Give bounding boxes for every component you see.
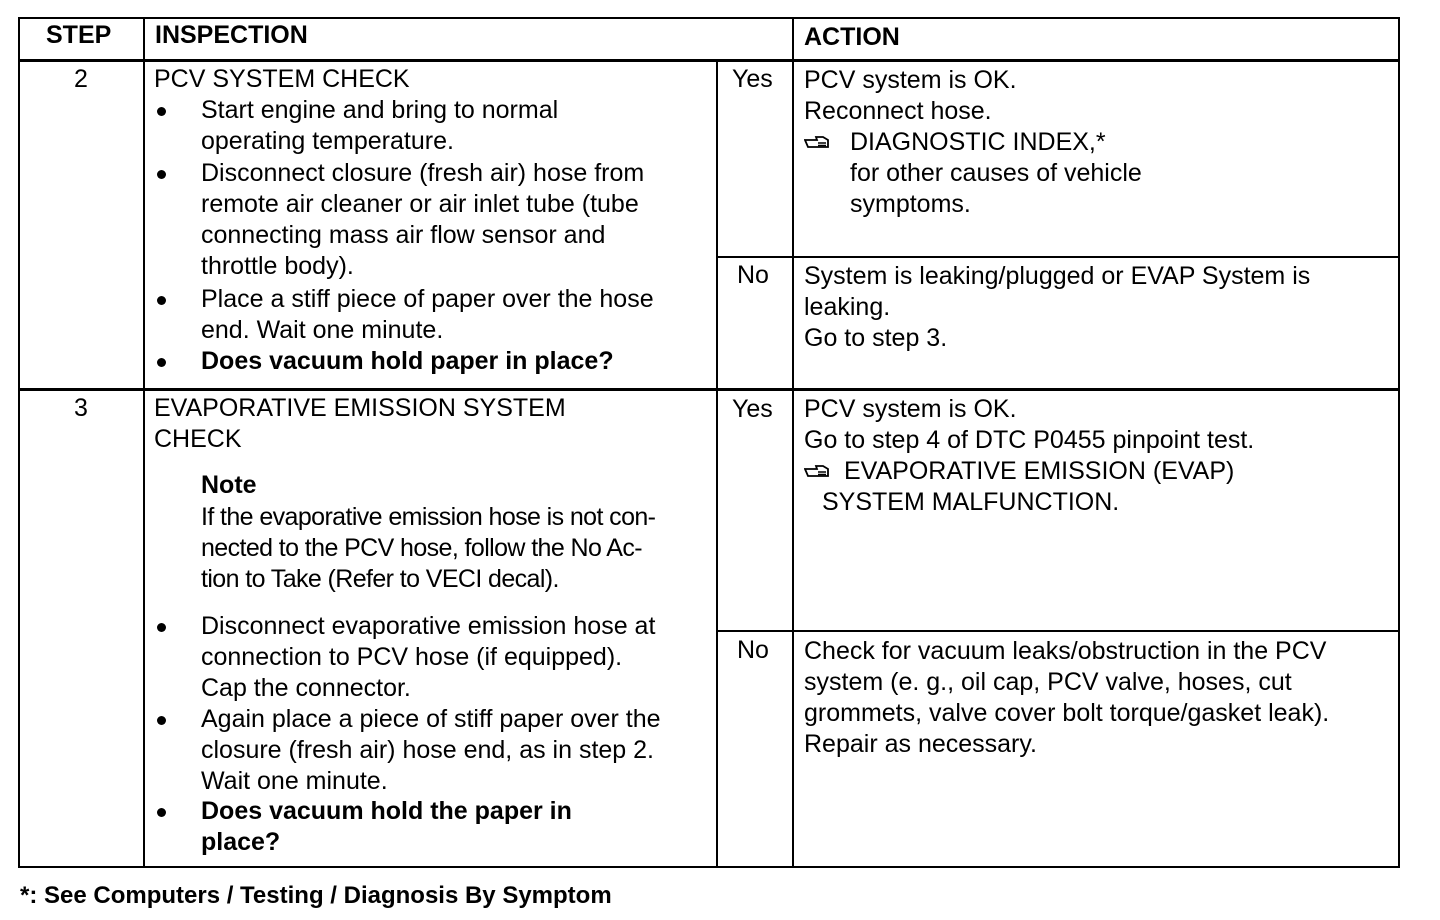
step-title: EVAPORATIVE EMISSION SYSTEM CHECK <box>154 394 566 453</box>
col-divider-step <box>143 17 145 868</box>
col-divider-action <box>792 17 794 868</box>
header-step: STEP <box>46 21 112 49</box>
bullet-icon <box>157 808 166 817</box>
note-title: Note <box>201 471 257 499</box>
step-title: PCV SYSTEM CHECK <box>154 65 410 93</box>
bullet-item: Start engine and bring to normal operating temperature. <box>201 96 559 155</box>
bullet-item: Again place a piece of stiff paper over the closure (fresh air) hose end, as in step 2. Wait one minute. <box>201 705 661 795</box>
header-divider <box>18 59 1400 62</box>
note-text: If the evaporative emission hose is not con- nected to the PCV hose, follow the No Ac- tion to Take (Refer to VECI decal). <box>201 503 656 593</box>
step-number: 3 <box>74 394 88 422</box>
yes-label: Yes <box>732 65 773 93</box>
pointing-hand-icon <box>804 465 830 479</box>
no-label: No <box>737 261 769 289</box>
footnote: *: See Computers / Testing / Diagnosis By Symptom <box>20 882 612 909</box>
bullet-question: Does vacuum hold the paper in place? <box>201 797 572 856</box>
bullet-icon <box>157 107 166 116</box>
yes-action: PCV system is OK. Reconnect hose. DIAGNOSTIC INDEX,* for other causes of vehicle symptoms. <box>804 66 1142 218</box>
no-label: No <box>737 636 769 664</box>
col-divider-inspection <box>716 61 718 868</box>
bullet-item: Disconnect closure (fresh air) hose from remote air cleaner or air inlet tube (tube connecting mass air flow sensor and throttle body). <box>201 159 645 280</box>
bullet-icon <box>157 358 166 367</box>
header-inspection: INSPECTION <box>155 21 308 49</box>
bullet-item: Disconnect evaporative emission hose at connection to PCV hose (if equipped). Cap the connector. <box>201 612 656 702</box>
pointing-hand-icon <box>804 136 830 150</box>
yes-action: PCV system is OK. Go to step 4 of DTC P0455 pinpoint test. EVAPORATIVE EMISSION (EVAP) SYSTEM MALFUNCTION. <box>804 395 1255 516</box>
no-action: System is leaking/plugged or EVAP System is leaking. Go to step 3. <box>804 262 1311 352</box>
header-action: ACTION <box>804 23 900 51</box>
bullet-item: Place a stiff piece of paper over the hose end. Wait one minute. <box>201 285 654 344</box>
bullet-question: Does vacuum hold paper in place? <box>201 347 614 375</box>
bullet-icon <box>157 623 166 632</box>
step-number: 2 <box>74 65 88 93</box>
step2-yes-no-divider <box>716 256 1400 258</box>
yes-label: Yes <box>732 395 773 423</box>
bullet-icon <box>157 716 166 725</box>
step3-yes-no-divider <box>716 630 1400 632</box>
row-divider <box>18 388 1400 391</box>
no-action: Check for vacuum leaks/obstruction in the PCV system (e. g., oil cap, PCV valve, hoses, cut grommets, valve cover bolt torque/gasket leak). Repair as necessary. <box>804 637 1330 758</box>
bullet-icon <box>157 170 166 179</box>
bullet-icon <box>157 296 166 305</box>
